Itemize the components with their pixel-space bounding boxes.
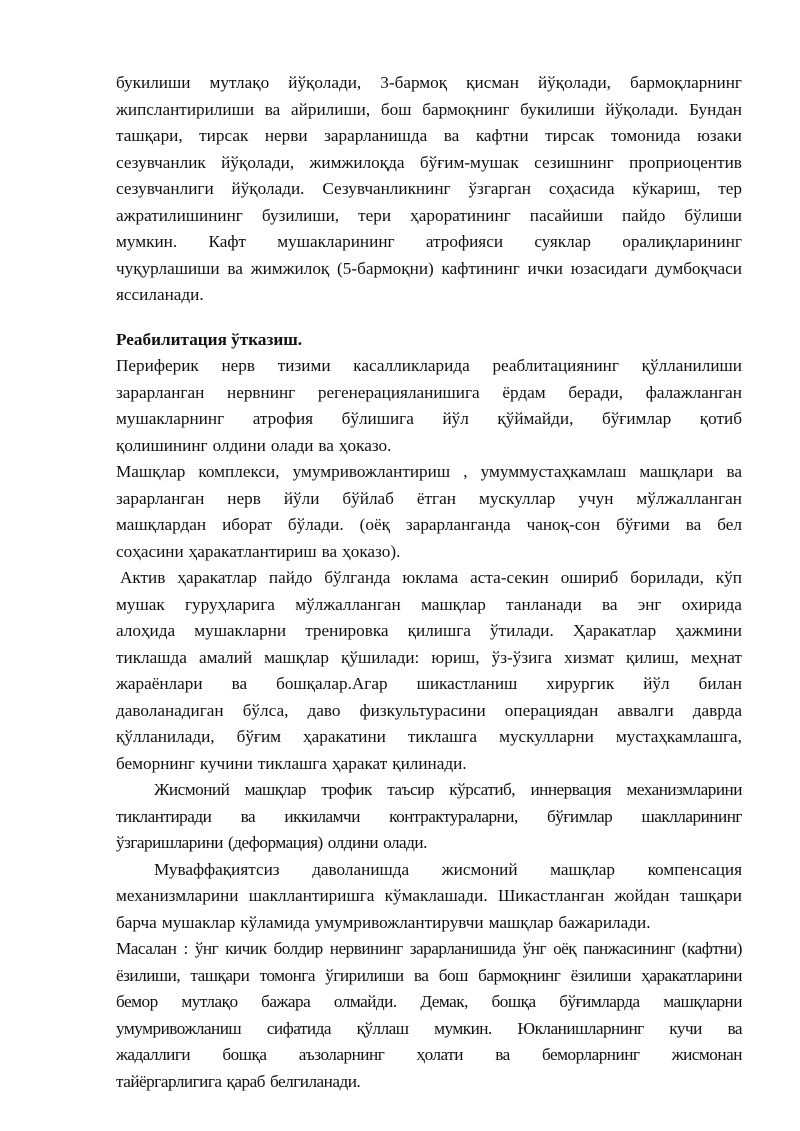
paragraph-3	[116, 459, 742, 565]
text-line: мушак гуруҳларига мўлжалланган машқлар танланади ва энг охирида	[116, 594, 742, 614]
text-line: механизмларини шакллантиришга кўмаклашади. Шикастланган жойдан ташқари	[116, 886, 742, 905]
document-body	[116, 70, 742, 1095]
text-line: ажратилишининг бузилиши, тери ҳароратининг пасайиши пайдо бўлиши	[116, 205, 742, 225]
text-line: қўлланилади, бўғим ҳаракатини тиклашга мускулларни мустаҳкамлашга,	[116, 727, 742, 746]
text-line: зарарланган нерв йўли бўйлаб ётган мускуллар учун мўлжалланган	[116, 488, 742, 508]
text-line: соҳасини ҳаракатлантириш ва ҳоказо).	[116, 541, 401, 561]
text-line: қолишининг олдини олади ва ҳоказо.	[116, 435, 392, 455]
text-line: барча мушаклар кўламида умумривожлантирувчи машқлар бажарилади.	[116, 912, 651, 932]
text-line: алоҳида мушакларни тренировка қилишга ўтилади. Ҳаракатлар ҳажмини	[116, 621, 742, 640]
text-line: ўзгаришларини (деформация) олдини олади.	[116, 833, 427, 852]
text-line: беморнинг кучини тиклашга ҳаракат қилинади.	[116, 753, 467, 773]
text-line: тиклашда амалий машқлар қўшилади: юриш, ўз-ўзига хизмат қилиш, меҳнат	[116, 647, 742, 667]
text-line: ташқари, тирсак нерви зарарланишда ва кафтни тирсак томонида юзаки	[116, 126, 742, 145]
text-line: бемор мутлақо бажара олмайди. Демак, бошқа бўғимларда машқларни	[116, 992, 742, 1011]
text-line: умумривожланиш сифатида қўллаш мумкин. Юкланишларнинг кучи ва	[116, 1018, 742, 1038]
text-line: тиклантиради ва иккиламчи контрактураларни, бўғимлар шаклларининг	[116, 806, 742, 826]
text-line: Масалан : ўнг кичик болдир нервининг зарарланишида ўнг оёқ панжасининг (кафтни)	[116, 939, 742, 958]
text-line: сезувчанлиги йўқолади. Сезувчанликнинг ўзгарган соҳасида кўкариш, тер	[116, 179, 742, 198]
text-line: Периферик нерв тизими касалликларида реаблитациянинг қўлланилиши	[116, 356, 742, 375]
paragraph-7	[116, 936, 742, 1095]
text-line: тайёргарлигига қараб белгиланади.	[116, 1071, 361, 1091]
text-line: жараёнлари ва бошқалар.Агар шикастланиш хирургик йўл билан	[116, 674, 742, 693]
text-line: Машқлар комплекси, умумривожлантириш , умуммустаҳкамлаш машқлари ва	[116, 462, 742, 481]
text-line: жипслантирилиши ва айрилиши, бош бармоқнинг букилиши йўқолади. Бундан	[116, 99, 742, 119]
text-line: Муваффақиятсиз даволанишда жисмоний машқлар компенсация	[154, 859, 742, 879]
text-line: сезувчанлик йўқолади, жимжилоқда бўғим-мушак сезишнинг проприоцентив	[116, 152, 742, 172]
text-line: машқлардан иборат бўлади. (оёқ зарарланганда чаноқ-сон бўғими ва бел	[116, 515, 742, 534]
text-line: зарарланган нервнинг регенерацияланишига ёрдам беради, фалажланган	[116, 382, 742, 402]
text-line: жадаллиги бошқа аъзоларнинг ҳолати ва беморларнинг жисмонан	[116, 1045, 742, 1064]
text-line: мумкин. Кафт мушакларининг атрофияси суяклар оралиқларининг	[116, 232, 742, 251]
text-line: даволанадиган бўлса, даво физкультурасини операциядан аввалги даврда	[116, 700, 742, 720]
text-line: чуқурлашиши ва жимжилоқ (5-бармоқни) кафтининг ички юзасидаги думбоқчаси	[116, 258, 742, 278]
text-line: букилиши мутлақо йўқолади, 3-бармоқ қисман йўқолади, бармоқларнинг	[116, 73, 742, 92]
text-line: мушакларнинг атрофия бўлишига йўл қўймайди, бўғимлар қотиб	[116, 409, 742, 428]
text-line: ёзилиши, ташқари томонга ўгирилиши ва бош бармоқнинг ёзилиши ҳаракатларини	[116, 965, 742, 985]
section-heading: Реабилитация ўтказиш.	[116, 329, 303, 349]
paragraph-4	[116, 565, 742, 777]
paragraph-2	[116, 353, 742, 459]
paragraph-6	[116, 857, 742, 937]
paragraph-1	[116, 70, 742, 309]
text-line: яссиланади.	[116, 285, 204, 304]
text-line: Жисмоний машқлар трофик таъсир кўрсатиб, иннервация механизмларини	[154, 780, 742, 799]
paragraph-5	[116, 777, 742, 857]
text-line: Актив ҳаракатлар пайдо бўлганда юклама аста-секин ошириб борилади, кўп	[120, 568, 742, 587]
